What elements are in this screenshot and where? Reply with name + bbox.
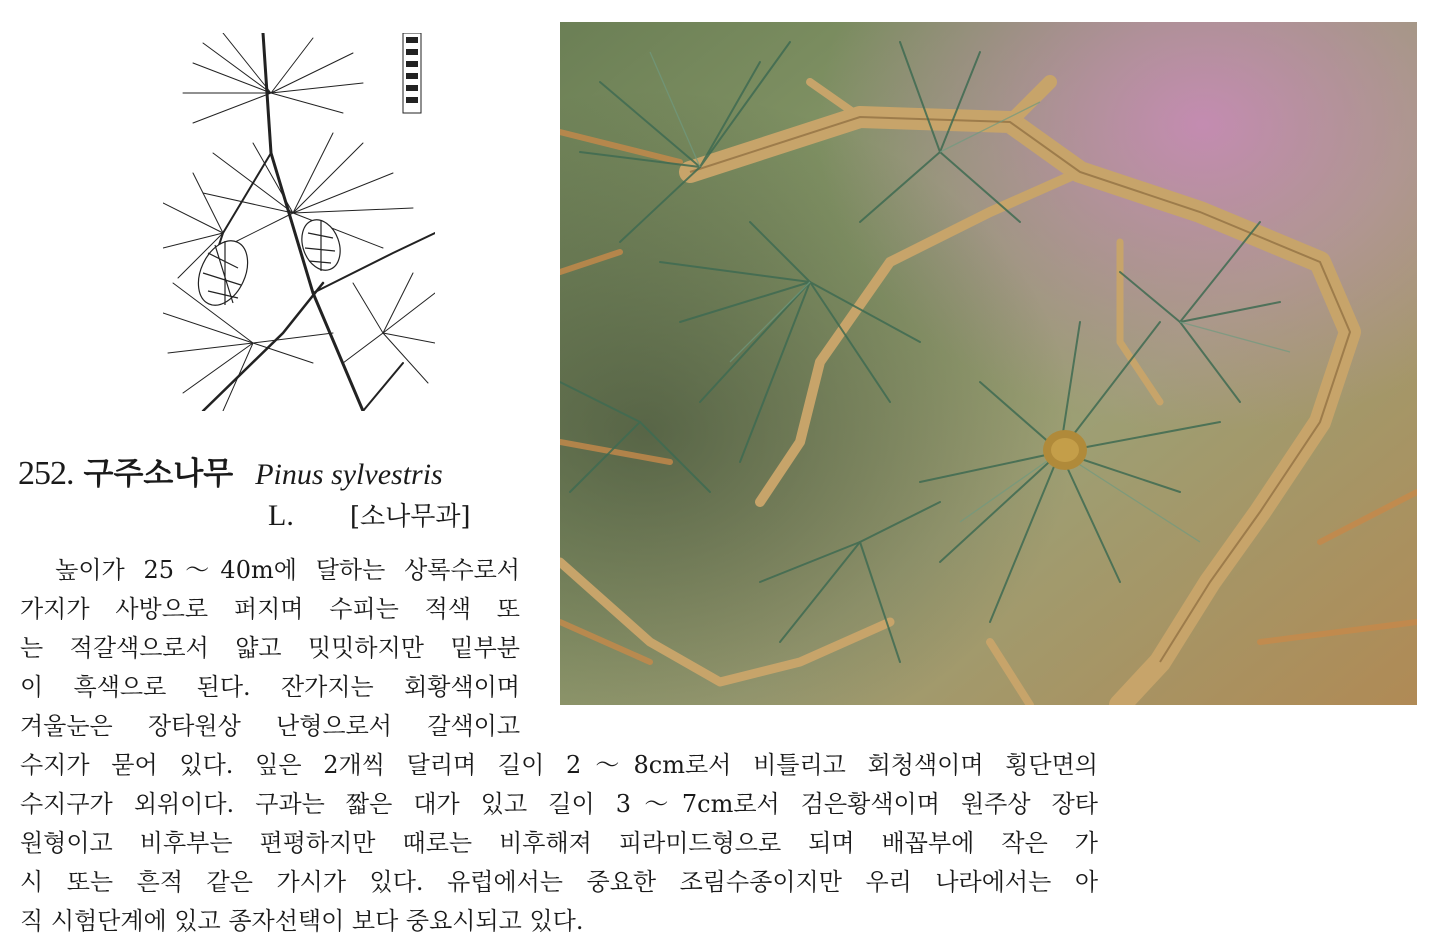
description-line: 직 시험단계에 있고 종자선택이 보다 중요시되고 있다. [20, 907, 584, 935]
description-line: 수지구가 외위이다. 구과는 짧은 대가 있고 길이 3～7cm로서 검은황색이며 원주상 장타 [20, 790, 1098, 818]
description-line: 원형이고 비후부는 편평하지만 때로는 비후해져 피라미드형으로 되며 배꼽부에 작은 가 [20, 829, 1098, 857]
entry-number: 252. [18, 455, 74, 492]
scientific-name: Pinus sylvestris [255, 458, 443, 491]
plant-family: [소나무과] [349, 502, 471, 532]
author-family-line [268, 496, 538, 536]
description-line: 겨울눈은 장타원상 난형으로서 갈색이고 [20, 712, 520, 740]
description-line: 시 또는 흔적 같은 가시가 있다. 유럽에서는 중요한 조림수종이지만 우리 나라에서는 아 [20, 868, 1098, 896]
species-title [18, 448, 538, 496]
author-abbreviation: L. [268, 499, 294, 532]
pine-branch-photo [560, 22, 1417, 705]
description-line: 는 적갈색으로서 얇고 밋밋하지만 밑부분 [20, 634, 520, 662]
description-line: 이 흑색으로 된다. 잔가지는 회황색이며 [20, 673, 520, 701]
korean-common-name: 구주소나무 [83, 456, 234, 492]
description-line: 수지가 묻어 있다. 잎은 2개씩 달리며 길이 2～8cm로서 비틀리고 회청색이며 횡단면의 [20, 751, 1098, 779]
description-line: 높이가 25～40m에 달하는 상록수로서 [20, 556, 520, 584]
pine-branch-illustration [163, 33, 435, 411]
description-line: 가지가 사방으로 퍼지며 수피는 적색 또 [20, 595, 520, 623]
